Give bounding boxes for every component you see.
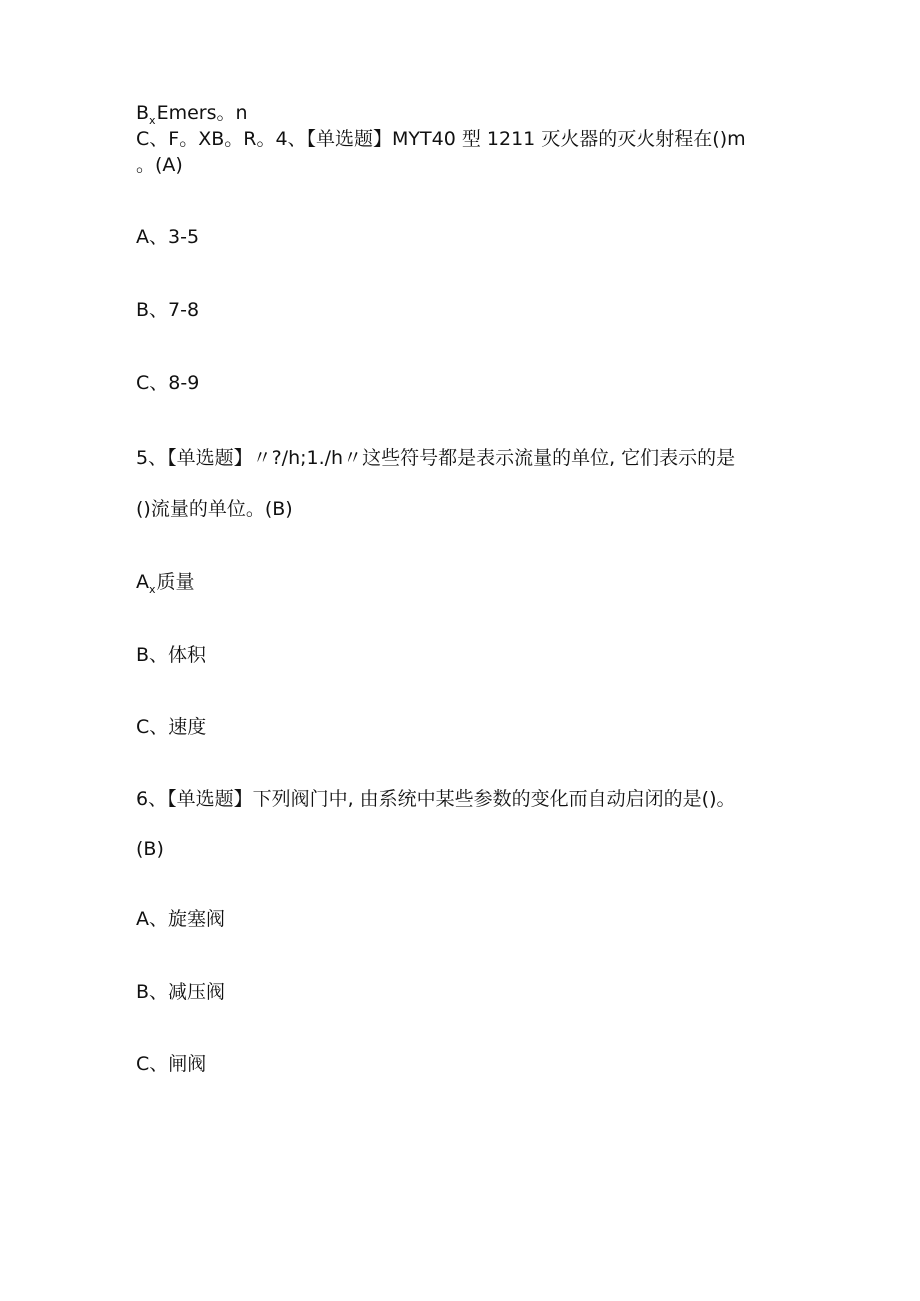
question-6-option-a: A、旋塞阀 [136,908,225,930]
option-subscript: x [149,583,156,596]
option-subscript: x [149,114,156,127]
question-4-option-c: C、8-9 [136,372,200,394]
option-line-b-emerson [136,100,248,129]
question-6-line-1: 6、【单选题】下列阀门中, 由系统中某些参数的变化而自动启闭的是()。 [136,788,736,810]
option-text: Emers。n [156,102,248,124]
option-text: 质量 [156,571,195,593]
question-5-line-1: 5、【单选题】〃?/h;1./h〃这些符号都是表示流量的单位, 它们表示的是 [136,447,736,469]
option-prefix: A [136,571,149,593]
question-5-line-2: ()流量的单位。(B) [136,498,293,520]
question-4-option-b: B、7-8 [136,299,200,321]
question-4-line: C、F。XB。R。4、【单选题】MYT40 型 1211 灭火器的灭火射程在()m [136,128,746,150]
question-6-option-b: B、减压阀 [136,981,226,1003]
question-6-option-c: C、闸阀 [136,1053,207,1075]
question-5-option-b: B、体积 [136,644,207,666]
question-4-answer: 。(A) [136,154,183,176]
question-5-option-a [136,569,195,598]
option-prefix: B [136,102,150,124]
question-5-option-c: C、速度 [136,716,207,738]
question-4-option-a: A、3-5 [136,226,200,248]
question-6-line-2: (B) [136,838,164,860]
